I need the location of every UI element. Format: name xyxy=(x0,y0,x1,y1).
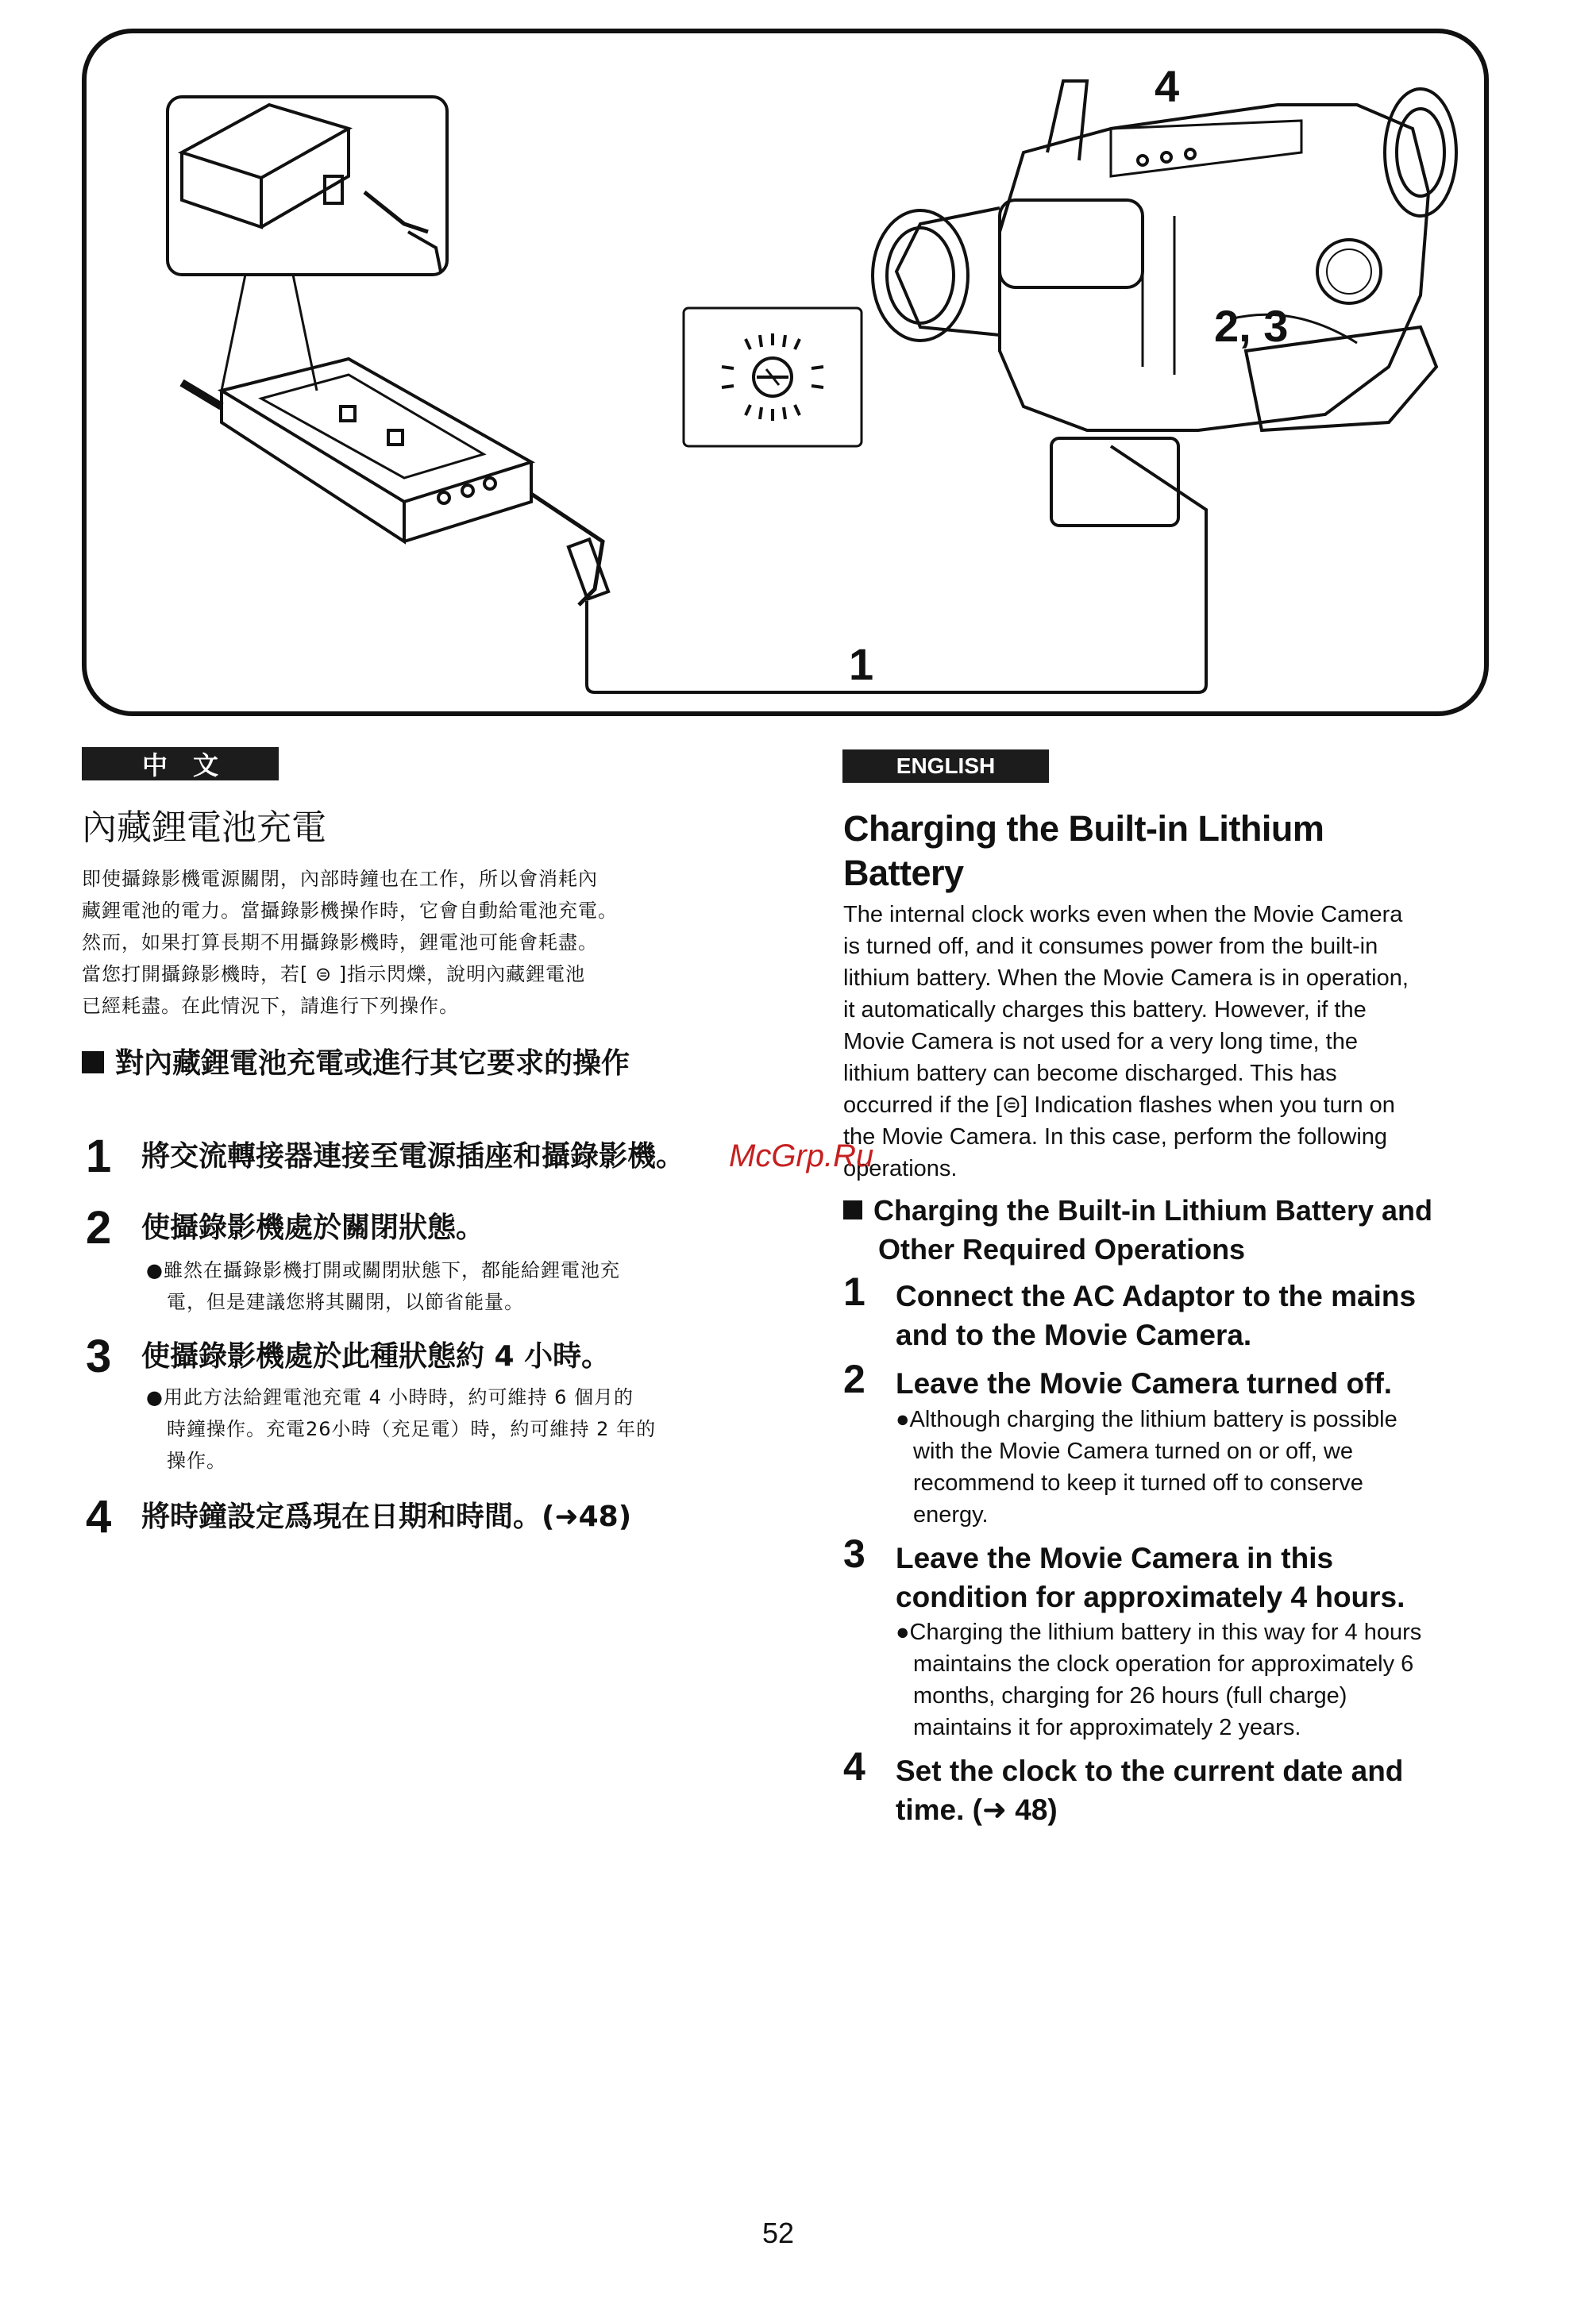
english-step-text xyxy=(896,1364,1392,1403)
chinese-step-number: 1 xyxy=(86,1131,112,1182)
english-step-line: time. (➜ 48) xyxy=(896,1793,1058,1826)
english-subheading-line: Charging the Built-in Lithium Battery and xyxy=(873,1194,1432,1227)
english-step-number: 4 xyxy=(843,1744,865,1789)
lithium-battery-indicator-icon xyxy=(684,308,862,446)
english-step-line: Leave the Movie Camera turned off. xyxy=(896,1367,1393,1400)
chinese-title: 內藏鋰電池充電 xyxy=(82,807,326,848)
camcorder-icon xyxy=(873,81,1456,526)
chinese-note-line: 時鐘操作。充電26小時（充足電）時，約可維持 2 年的 xyxy=(167,1418,657,1440)
chinese-step-text: 將交流轉接器連接至電源插座和攝錄影機。 xyxy=(141,1140,685,1173)
callout-4: 4 xyxy=(1155,61,1180,111)
chinese-step-number: 2 xyxy=(86,1202,112,1254)
english-step-notes xyxy=(896,1404,1397,1531)
callout-1: 1 xyxy=(849,639,874,689)
ac-adaptor-icon xyxy=(182,359,1206,692)
english-step-notes xyxy=(896,1616,1421,1743)
english-step-line: Leave the Movie Camera in this xyxy=(896,1542,1334,1574)
chinese-step-notes xyxy=(146,1254,620,1318)
chinese-language-tag: 中 文 xyxy=(82,747,279,780)
english-step-text xyxy=(896,1277,1416,1354)
chinese-intro xyxy=(82,863,749,1022)
chinese-step-text: 使攝錄影機處於此種狀態約 4 小時。 xyxy=(141,1340,611,1373)
bullet-square-icon xyxy=(82,1051,104,1073)
english-step-number: 1 xyxy=(843,1270,865,1314)
chinese-intro-line: 即使攝錄影機電源關閉，內部時鐘也在工作，所以會消耗內 xyxy=(82,868,598,890)
chinese-step-number: 4 xyxy=(86,1491,112,1543)
english-intro-line: operations. xyxy=(843,1156,958,1181)
english-intro-line: lithium battery can become discharged. This has xyxy=(843,1061,1337,1086)
english-note-line: ●Although charging the lithium battery is possible xyxy=(896,1407,1397,1432)
english-step-text xyxy=(896,1539,1405,1616)
chinese-subheading xyxy=(82,1044,749,1084)
english-title xyxy=(843,807,1324,896)
callout-2-3: 2, 3 xyxy=(1214,301,1289,351)
chinese-step-notes xyxy=(146,1381,656,1477)
chinese-subheading-text: 對內藏鋰電池充電或進行其它要求的操作 xyxy=(115,1047,630,1080)
english-note-line: months, charging for 26 hours (full charge) xyxy=(913,1683,1347,1709)
english-intro-line: the Movie Camera. In this case, perform the following xyxy=(843,1124,1388,1150)
bullet-square-icon xyxy=(843,1200,862,1219)
watermark-link[interactable]: McGrp.Ru xyxy=(729,1139,874,1173)
chinese-note-line: 操作。 xyxy=(167,1450,226,1472)
english-subheading-line: Other Required Operations xyxy=(878,1233,1246,1266)
english-note-line: recommend to keep it turned off to conserve xyxy=(913,1470,1363,1496)
illustration-svg xyxy=(87,33,1489,716)
english-step-line: Set the clock to the current date and xyxy=(896,1755,1404,1787)
english-subheading xyxy=(843,1191,1558,1269)
chinese-note-line: ●用此方法給鋰電池充電 4 小時時，約可維持 6 個月的 xyxy=(146,1386,634,1408)
english-note-line: maintains it for approximately 2 years. xyxy=(913,1715,1301,1740)
english-note-line: ●Charging the lithium battery in this way for 4 hours xyxy=(896,1620,1422,1645)
english-step-line: condition for approximately 4 hours. xyxy=(896,1581,1405,1613)
english-step-line: Connect the AC Adaptor to the mains xyxy=(896,1280,1417,1312)
english-note-line: maintains the clock operation for approximately 6 xyxy=(913,1651,1414,1677)
chinese-intro-line: 然而，如果打算長期不用攝錄影機時，鋰電池可能會耗盡。 xyxy=(82,931,598,954)
english-intro-line: The internal clock works even when the Movie Camera xyxy=(843,902,1403,927)
ac-adaptor-inset-icon xyxy=(168,97,447,391)
chinese-intro-line: 藏鋰電池的電力。當攝錄影機操作時，它會自動給電池充電。 xyxy=(82,900,618,922)
english-note-line: with the Movie Camera turned on or off, we xyxy=(913,1439,1353,1464)
chinese-intro-line: 當您打開攝錄影機時，若[ ⊜ ]指示閃爍，說明內藏鋰電池 xyxy=(82,963,586,985)
english-intro xyxy=(843,899,1558,1185)
english-title-line: Battery xyxy=(843,853,964,893)
chinese-step-number: 3 xyxy=(86,1331,112,1382)
illustration-frame xyxy=(82,29,1489,716)
english-intro-line: is turned off, and it consumes power from the built-in xyxy=(843,934,1378,959)
chinese-step-text: 將時鐘設定爲現在日期和時間。(➜48) xyxy=(141,1501,632,1533)
english-intro-line: Movie Camera is not used for a very long time, the xyxy=(843,1029,1358,1054)
english-step-number: 3 xyxy=(843,1532,865,1576)
page-number: 52 xyxy=(762,2217,795,2249)
english-intro-line: it automatically charges this battery. However, if the xyxy=(843,997,1367,1023)
chinese-step-text: 使攝錄影機處於關閉狀態。 xyxy=(141,1212,485,1244)
chinese-note-line: 電，但是建議您將其關閉，以節省能量。 xyxy=(167,1291,524,1313)
english-title-line: Charging the Built-in Lithium xyxy=(843,808,1324,849)
english-step-line: and to the Movie Camera. xyxy=(896,1319,1252,1351)
english-note-line: energy. xyxy=(913,1502,989,1528)
english-intro-line: lithium battery. When the Movie Camera is in operation, xyxy=(843,965,1409,991)
chinese-note-line: ●雖然在攝錄影機打開或關閉狀態下，都能給鋰電池充 xyxy=(146,1259,620,1281)
english-language-tag: ENGLISH xyxy=(842,749,1049,783)
chinese-intro-line: 已經耗盡。在此情況下，請進行下列操作。 xyxy=(82,995,459,1017)
english-intro-line: occurred if the [⊜] Indication flashes when you turn on xyxy=(843,1092,1395,1118)
english-step-number: 2 xyxy=(843,1357,865,1401)
english-step-text xyxy=(896,1751,1403,1829)
